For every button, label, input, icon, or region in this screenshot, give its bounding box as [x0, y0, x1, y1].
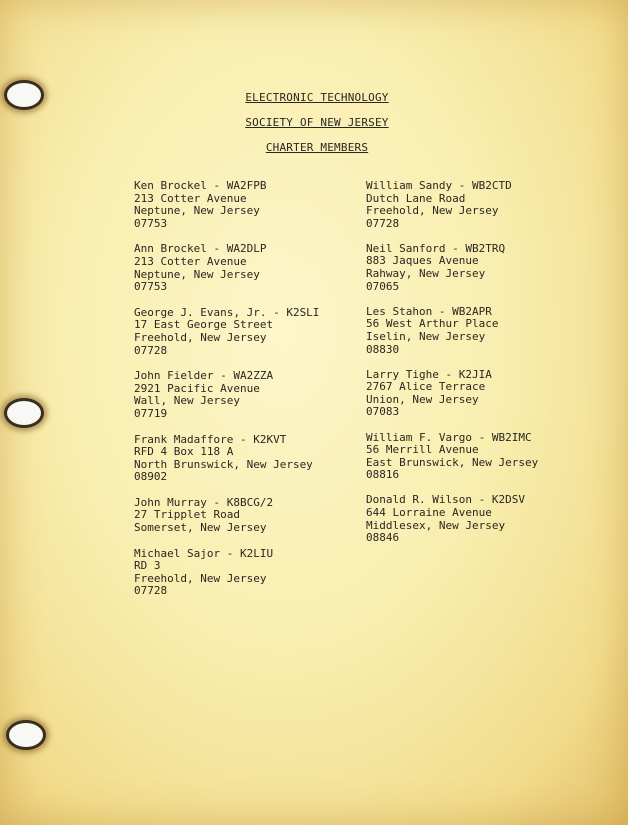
member-entry	[134, 243, 319, 293]
member-street: RFD 4 Box 118 A	[134, 445, 234, 459]
member-zip: 07728	[366, 216, 400, 230]
member-entry	[366, 243, 538, 293]
member-entry	[134, 548, 319, 598]
member-city: Neptune, New Jersey	[134, 204, 260, 218]
member-zip: 07753	[134, 216, 168, 230]
member-name: Neil Sanford - WB2TRQ	[366, 241, 506, 255]
member-city: Union, New Jersey	[366, 392, 479, 406]
member-city: Freehold, New Jersey	[134, 571, 267, 585]
member-name: Frank Madaffore - K2KVT	[134, 432, 287, 446]
member-name: William Sandy - WB2CTD	[366, 179, 512, 192]
member-name: Les Stahon - WB2APR	[366, 304, 492, 318]
member-entry	[366, 494, 538, 544]
member-entry	[134, 180, 319, 230]
member-street: Dutch Lane Road	[366, 191, 466, 205]
member-street: 2921 Pacific Avenue	[134, 381, 260, 395]
member-city: North Brunswick, New Jersey	[134, 457, 313, 471]
member-entry	[134, 434, 319, 484]
member-city: Freehold, New Jersey	[366, 204, 499, 218]
organization-title: ELECTRONIC TECHNOLOGY	[245, 91, 389, 104]
member-name: Michael Sajor - K2LIU	[134, 546, 274, 560]
member-city: East Brunswick, New Jersey	[366, 455, 539, 469]
member-street: 213 Cotter Avenue	[134, 254, 247, 268]
member-zip: 07753	[134, 280, 168, 294]
member-name: Ann Brockel - WA2DLP	[134, 242, 267, 256]
member-name: George J. Evans, Jr. - K2SLI	[134, 305, 320, 319]
member-zip: 08830	[366, 342, 400, 356]
member-city: Rahway, New Jersey	[366, 267, 486, 281]
member-name: John Fielder - WA2ZZA	[134, 369, 274, 383]
member-zip: 08816	[366, 468, 400, 482]
member-name: John Murray - K8BCG/2	[134, 495, 274, 509]
member-entry	[366, 432, 538, 482]
member-city: Somerset, New Jersey	[134, 521, 267, 535]
member-entry	[134, 307, 319, 357]
members-left-column	[134, 180, 319, 611]
member-street: 56 West Arthur Place	[366, 317, 499, 331]
member-entry	[366, 369, 538, 419]
member-entry	[134, 497, 319, 535]
member-city: Wall, New Jersey	[134, 394, 240, 408]
member-city: Neptune, New Jersey	[134, 267, 260, 281]
member-name: Larry Tighe - K2JIA	[366, 367, 492, 381]
member-zip: 07083	[366, 405, 400, 419]
binder-hole-bottom	[6, 720, 46, 750]
member-zip: 07728	[134, 343, 168, 357]
member-name: William F. Vargo - WB2IMC	[366, 430, 532, 444]
member-street: RD 3	[134, 559, 161, 573]
member-zip: 07728	[134, 584, 168, 598]
member-zip: 08902	[134, 470, 168, 484]
member-name: Donald R. Wilson - K2DSV	[366, 493, 525, 507]
list-heading: CHARTER MEMBERS	[265, 141, 369, 154]
member-entry	[134, 370, 319, 420]
member-entry	[366, 180, 538, 230]
member-street: 17 East George Street	[134, 318, 274, 332]
member-zip: 07065	[366, 279, 400, 293]
member-entry	[366, 306, 538, 356]
member-city: Middlesex, New Jersey	[366, 518, 506, 532]
member-street: 27 Tripplet Road	[134, 508, 240, 522]
member-street: 644 Lorraine Avenue	[366, 505, 492, 519]
organization-subtitle: SOCIETY OF NEW JERSEY	[245, 116, 389, 129]
member-zip: 07719	[134, 406, 168, 420]
member-city: Iselin, New Jersey	[366, 329, 486, 343]
binder-hole-middle	[4, 398, 44, 428]
members-right-column	[366, 180, 538, 557]
member-name: Ken Brockel - WA2FPB	[134, 179, 267, 192]
member-street: 213 Cotter Avenue	[134, 191, 247, 205]
member-street: 2767 Alice Terrace	[366, 380, 486, 394]
member-city: Freehold, New Jersey	[134, 330, 267, 344]
member-street: 56 Merrill Avenue	[366, 443, 479, 457]
member-street: 883 Jaques Avenue	[366, 254, 479, 268]
member-zip: 08846	[366, 531, 400, 545]
